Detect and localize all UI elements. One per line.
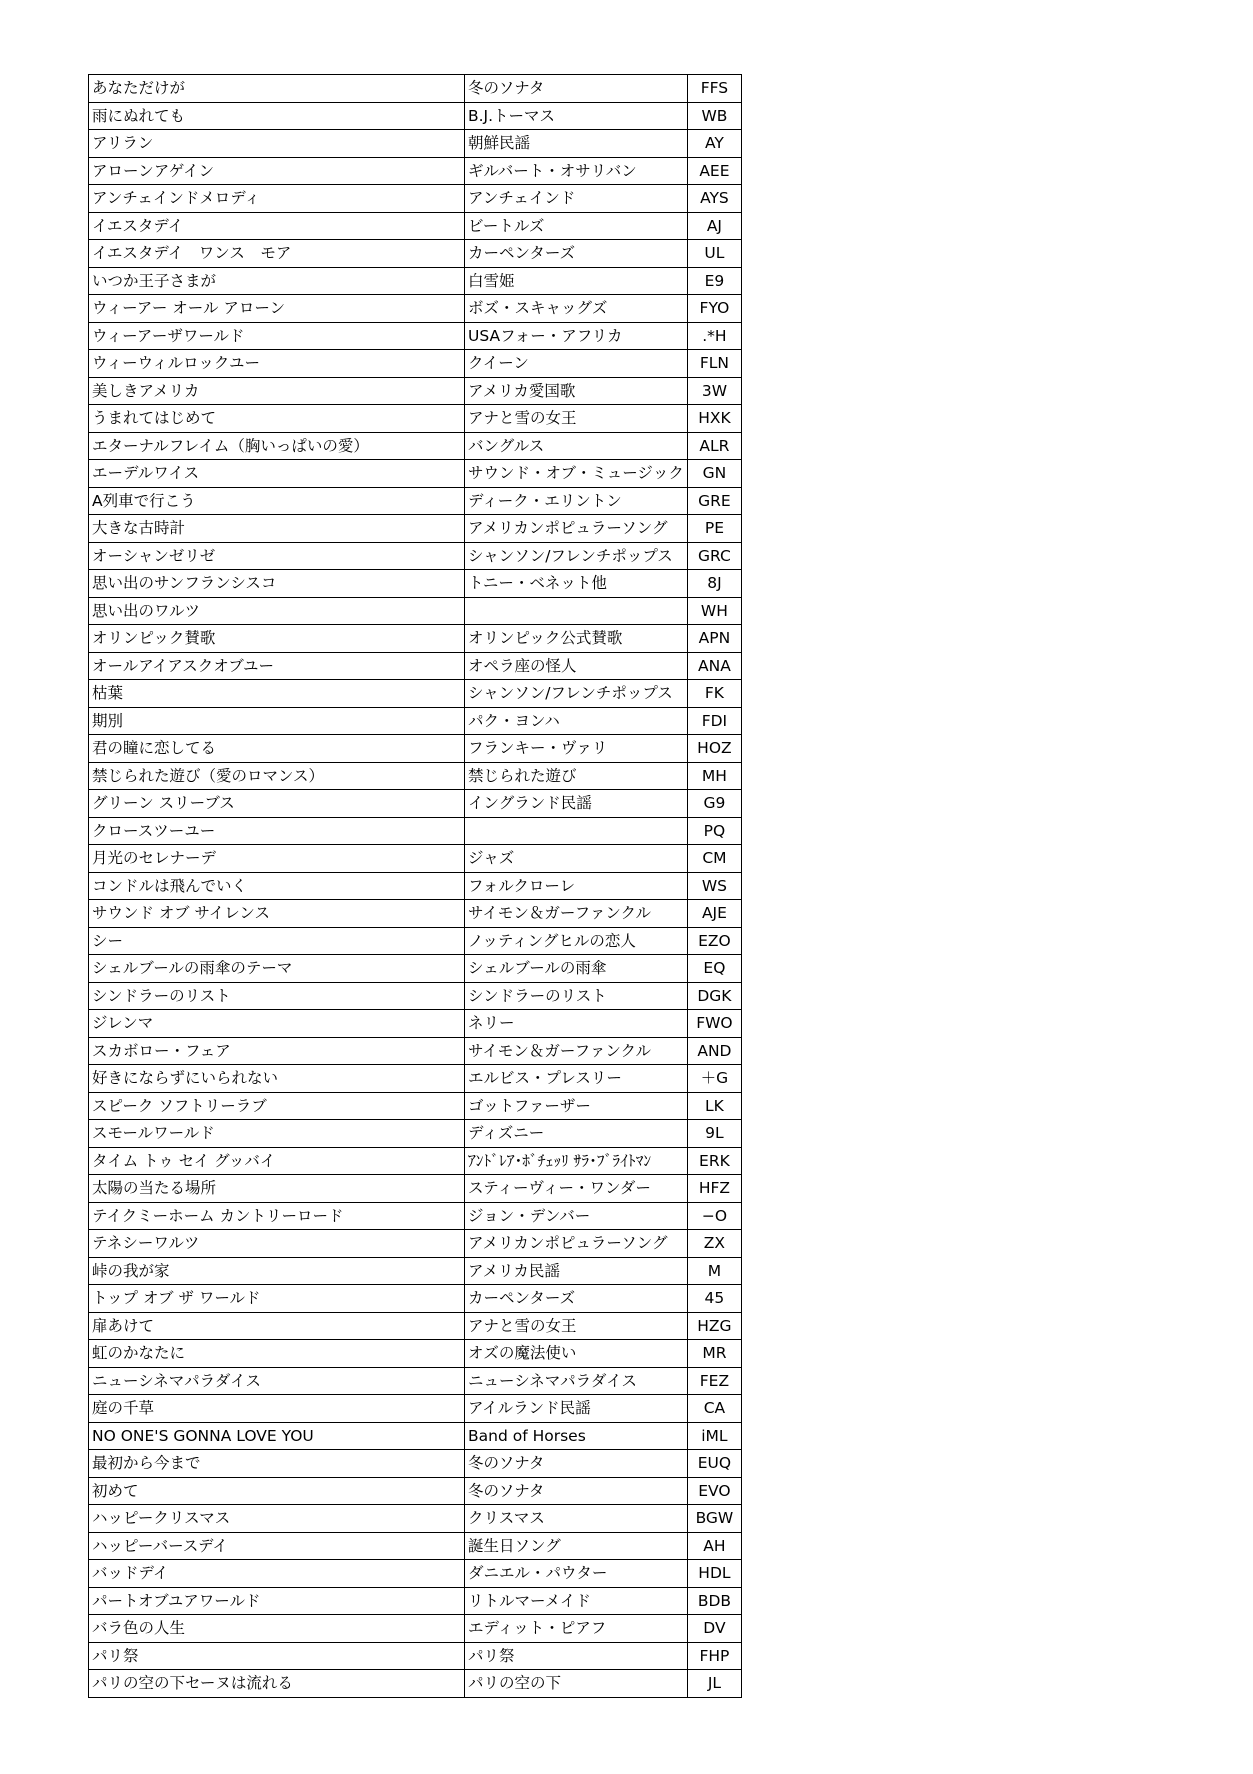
table-row [89,75,742,103]
song-code-cell: FWO [687,1010,741,1038]
song-source-cell: リトルマーメイド [465,1587,688,1615]
song-code-cell: EVO [687,1477,741,1505]
table-row [89,762,742,790]
song-source-cell: アナと雪の女王 [465,1312,688,1340]
song-source-cell: ｱﾝﾄﾞﾚｱ･ﾎﾞﾁｪｯﾘ ｻﾗ･ﾌﾞﾗｲﾄﾏﾝ [465,1147,688,1175]
song-title-cell: A列車で行こう [89,487,465,515]
table-row [89,487,742,515]
song-title-cell: パリの空の下セーヌは流れる [89,1670,465,1698]
song-code-cell: ANA [687,652,741,680]
table-row [89,570,742,598]
table-row [89,1450,742,1478]
song-source-cell: オズの魔法使い [465,1340,688,1368]
song-code-cell: E9 [687,267,741,295]
song-source-cell: Band of Horses [465,1422,688,1450]
song-code-cell: PQ [687,817,741,845]
table-row [89,1422,742,1450]
song-title-cell: シェルブールの雨傘のテーマ [89,955,465,983]
song-source-cell [465,597,688,625]
song-table [88,74,742,1698]
song-source-cell: シャンソン/フレンチポップス [465,680,688,708]
table-row [89,157,742,185]
table-row [89,102,742,130]
song-code-cell: DV [687,1615,741,1643]
song-code-cell: AY [687,130,741,158]
table-row [89,900,742,928]
song-source-cell: ディズニー [465,1120,688,1148]
song-source-cell: フォルクローレ [465,872,688,900]
song-source-cell: アメリカンポピュラーソング [465,515,688,543]
song-source-cell: 冬のソナタ [465,75,688,103]
table-row [89,460,742,488]
table-row [89,377,742,405]
song-title-cell: シンドラーのリスト [89,982,465,1010]
song-source-cell: シェルブールの雨傘 [465,955,688,983]
song-source-cell: ノッティングヒルの恋人 [465,927,688,955]
table-row [89,1065,742,1093]
song-code-cell: 45 [687,1285,741,1313]
song-title-cell: イエスタデイ ワンス モア [89,240,465,268]
song-code-cell: GRC [687,542,741,570]
song-title-cell: スカボロー・フェア [89,1037,465,1065]
song-source-cell: 禁じられた遊び [465,762,688,790]
song-title-cell: NO ONE'S GONNA LOVE YOU [89,1422,465,1450]
table-row [89,267,742,295]
table-row [89,1092,742,1120]
table-row [89,652,742,680]
song-title-cell: コンドルは飛んでいく [89,872,465,900]
song-source-cell: ギルバート・オサリバン [465,157,688,185]
song-code-cell: CM [687,845,741,873]
song-code-cell: BDB [687,1587,741,1615]
song-title-cell: 美しきアメリカ [89,377,465,405]
song-source-cell: エルビス・プレスリー [465,1065,688,1093]
table-row [89,597,742,625]
song-code-cell: PE [687,515,741,543]
song-code-cell: APN [687,625,741,653]
song-title-cell: トップ オブ ザ ワールド [89,1285,465,1313]
song-title-cell: ハッピーバースデイ [89,1532,465,1560]
table-row [89,515,742,543]
song-title-cell: バラ色の人生 [89,1615,465,1643]
song-title-cell: 最初から今まで [89,1450,465,1478]
table-row [89,1147,742,1175]
song-source-cell: パク・ヨンハ [465,707,688,735]
song-title-cell: 枯葉 [89,680,465,708]
song-source-cell: ニューシネマパラダイス [465,1367,688,1395]
song-title-cell: 思い出のワルツ [89,597,465,625]
table-row [89,1395,742,1423]
song-title-cell: シー [89,927,465,955]
song-code-cell: iML [687,1422,741,1450]
song-title-cell: 期別 [89,707,465,735]
song-source-cell: USAフォー・アフリカ [465,322,688,350]
table-row [89,212,742,240]
song-code-cell: AND [687,1037,741,1065]
song-title-cell: いつか王子さまが [89,267,465,295]
song-source-cell: アイルランド民謡 [465,1395,688,1423]
song-source-cell: B.J.トーマス [465,102,688,130]
song-title-cell: 雨にぬれても [89,102,465,130]
song-code-cell: −O [687,1202,741,1230]
song-title-cell: 大きな古時計 [89,515,465,543]
table-row [89,1285,742,1313]
song-code-cell: FYO [687,295,741,323]
table-row [89,817,742,845]
song-code-cell: HZG [687,1312,741,1340]
song-title-cell: 峠の我が家 [89,1257,465,1285]
song-code-cell: FEZ [687,1367,741,1395]
song-code-cell: AJE [687,900,741,928]
table-row [89,927,742,955]
table-row [89,1010,742,1038]
song-source-cell: サウンド・オブ・ミュージック [465,460,688,488]
song-title-cell: イエスタデイ [89,212,465,240]
table-row [89,790,742,818]
song-code-cell: WH [687,597,741,625]
table-row [89,1477,742,1505]
song-code-cell: EZO [687,927,741,955]
song-source-cell: サイモン＆ガーファンクル [465,900,688,928]
song-title-cell: ニューシネマパラダイス [89,1367,465,1395]
song-source-cell: クイーン [465,350,688,378]
song-title-cell: エーデルワイス [89,460,465,488]
song-source-cell: アナと雪の女王 [465,405,688,433]
song-title-cell: スモールワールド [89,1120,465,1148]
song-source-cell: 冬のソナタ [465,1450,688,1478]
table-row [89,955,742,983]
song-source-cell: 朝鮮民謡 [465,130,688,158]
table-row [89,1037,742,1065]
song-title-cell: オールアイアスクオブユー [89,652,465,680]
song-title-cell: グリーン スリーブス [89,790,465,818]
song-title-cell: テイクミーホーム カントリーロード [89,1202,465,1230]
song-code-cell: CA [687,1395,741,1423]
song-title-cell: オーシャンゼリゼ [89,542,465,570]
song-code-cell: HOZ [687,735,741,763]
table-row [89,982,742,1010]
song-code-cell: FK [687,680,741,708]
song-code-cell: EQ [687,955,741,983]
song-code-cell: HXK [687,405,741,433]
song-source-cell: アンチェインド [465,185,688,213]
song-title-cell: 思い出のサンフランシスコ [89,570,465,598]
song-source-cell: 冬のソナタ [465,1477,688,1505]
song-source-cell: クリスマス [465,1505,688,1533]
song-title-cell: クロースツーユー [89,817,465,845]
song-source-cell: カーペンターズ [465,240,688,268]
table-row [89,625,742,653]
song-code-cell: WB [687,102,741,130]
song-source-cell: カーペンターズ [465,1285,688,1313]
table-row [89,295,742,323]
song-source-cell: フランキー・ヴァリ [465,735,688,763]
song-code-cell: FLN [687,350,741,378]
song-source-cell: イングランド民謡 [465,790,688,818]
song-title-cell: エターナルフレイム（胸いっぱいの愛） [89,432,465,460]
table-row [89,1230,742,1258]
table-row [89,1120,742,1148]
table-row [89,1670,742,1698]
song-code-cell: FHP [687,1642,741,1670]
song-source-cell: ビートルズ [465,212,688,240]
song-code-cell: 3W [687,377,741,405]
table-row [89,735,742,763]
song-source-cell: バングルス [465,432,688,460]
song-title-cell: アローンアゲイン [89,157,465,185]
song-code-cell: HDL [687,1560,741,1588]
song-code-cell: JL [687,1670,741,1698]
table-row [89,1615,742,1643]
table-row [89,185,742,213]
song-code-cell: BGW [687,1505,741,1533]
song-title-cell: 虹のかなたに [89,1340,465,1368]
song-code-cell: DGK [687,982,741,1010]
song-title-cell: ジレンマ [89,1010,465,1038]
song-source-cell: ダニエル・パウター [465,1560,688,1588]
song-code-cell: HFZ [687,1175,741,1203]
song-code-cell: AH [687,1532,741,1560]
song-source-cell: シャンソン/フレンチポップス [465,542,688,570]
song-code-cell: AJ [687,212,741,240]
song-source-cell: 白雪姫 [465,267,688,295]
table-row [89,432,742,460]
table-row [89,1367,742,1395]
song-code-cell: LK [687,1092,741,1120]
song-title-cell: 庭の千草 [89,1395,465,1423]
song-code-cell: GN [687,460,741,488]
table-row [89,405,742,433]
song-source-cell: オペラ座の怪人 [465,652,688,680]
song-source-cell: パリ祭 [465,1642,688,1670]
table-row [89,1642,742,1670]
song-source-cell: オリンピック公式賛歌 [465,625,688,653]
song-source-cell: アメリカ民謡 [465,1257,688,1285]
song-code-cell: 9L [687,1120,741,1148]
table-row [89,1587,742,1615]
table-row [89,872,742,900]
table-row [89,845,742,873]
table-row [89,1202,742,1230]
song-title-cell: スピーク ソフトリーラブ [89,1092,465,1120]
song-title-cell: アリラン [89,130,465,158]
song-source-cell: ジョン・デンバー [465,1202,688,1230]
song-source-cell: シンドラーのリスト [465,982,688,1010]
table-row [89,322,742,350]
table-row [89,680,742,708]
song-source-cell: ネリー [465,1010,688,1038]
song-title-cell: あなただけが [89,75,465,103]
song-code-cell: 8J [687,570,741,598]
song-title-cell: ハッピークリスマス [89,1505,465,1533]
song-code-cell: GRE [687,487,741,515]
table-row [89,1560,742,1588]
table-row [89,130,742,158]
song-code-cell: M [687,1257,741,1285]
song-source-cell: トニー・ベネット他 [465,570,688,598]
table-row [89,350,742,378]
song-code-cell: MH [687,762,741,790]
song-code-cell: ALR [687,432,741,460]
song-source-cell: ボズ・スキャッグズ [465,295,688,323]
song-code-cell: FDI [687,707,741,735]
song-code-cell: MR [687,1340,741,1368]
song-source-cell: エディット・ピアフ [465,1615,688,1643]
song-code-cell: ZX [687,1230,741,1258]
song-code-cell: AEE [687,157,741,185]
song-title-cell: 君の瞳に恋してる [89,735,465,763]
table-row [89,542,742,570]
song-title-cell: 扉あけて [89,1312,465,1340]
song-code-cell: UL [687,240,741,268]
song-title-cell: ウィーアーザワールド [89,322,465,350]
song-title-cell: 好きにならずにいられない [89,1065,465,1093]
song-source-cell: アメリカンポピュラーソング [465,1230,688,1258]
song-title-cell: テネシーワルツ [89,1230,465,1258]
song-source-cell: 誕生日ソング [465,1532,688,1560]
song-code-cell: AYS [687,185,741,213]
song-code-cell: FFS [687,75,741,103]
song-code-cell: WS [687,872,741,900]
song-source-cell: ゴットファーザー [465,1092,688,1120]
song-title-cell: パートオブユアワールド [89,1587,465,1615]
song-title-cell: タイム トゥ セイ グッバイ [89,1147,465,1175]
table-row [89,1505,742,1533]
table-row [89,1175,742,1203]
song-code-cell: ＋G [687,1065,741,1093]
song-code-cell: .*H [687,322,741,350]
song-title-cell: 禁じられた遊び（愛のロマンス） [89,762,465,790]
song-title-cell: ウィーウィルロックユー [89,350,465,378]
song-source-cell: ジャズ [465,845,688,873]
song-title-cell: オリンピック賛歌 [89,625,465,653]
song-table-body [89,75,742,1698]
song-source-cell [465,817,688,845]
song-title-cell: 月光のセレナーデ [89,845,465,873]
song-code-cell: EUQ [687,1450,741,1478]
song-title-cell: ウィーアー オール アローン [89,295,465,323]
song-title-cell: サウンド オブ サイレンス [89,900,465,928]
song-source-cell: ディーク・エリントン [465,487,688,515]
table-row [89,1312,742,1340]
song-title-cell: アンチェインドメロディ [89,185,465,213]
table-row [89,707,742,735]
song-title-cell: 太陽の当たる場所 [89,1175,465,1203]
table-row [89,1257,742,1285]
table-row [89,240,742,268]
song-code-cell: G9 [687,790,741,818]
song-source-cell: スティーヴィー・ワンダー [465,1175,688,1203]
song-title-cell: うまれてはじめて [89,405,465,433]
song-source-cell: アメリカ愛国歌 [465,377,688,405]
song-title-cell: パリ祭 [89,1642,465,1670]
song-title-cell: 初めて [89,1477,465,1505]
song-source-cell: サイモン＆ガーファンクル [465,1037,688,1065]
song-source-cell: パリの空の下 [465,1670,688,1698]
table-row [89,1532,742,1560]
song-title-cell: バッドデイ [89,1560,465,1588]
table-row [89,1340,742,1368]
song-code-cell: ERK [687,1147,741,1175]
